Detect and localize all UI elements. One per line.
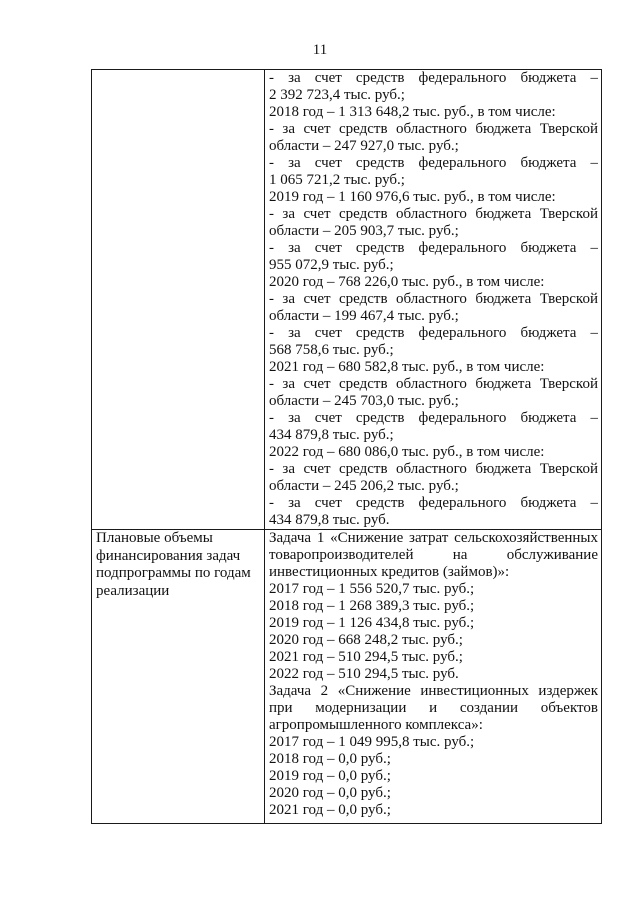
text-line: 2019 год – 0,0 руб.; bbox=[269, 768, 391, 784]
text-line: - за счет средств областного бюджета Тверской bbox=[269, 376, 598, 392]
text-line: 434 879,8 тыс. руб.; bbox=[269, 427, 394, 443]
text-line: 2021 год – 680 582,8 тыс. руб., в том числе: bbox=[269, 359, 545, 375]
text-line: 2017 год – 1 049 995,8 тыс. руб.; bbox=[269, 734, 475, 750]
financing-table bbox=[91, 69, 602, 824]
text-line: области – 205 903,7 тыс. руб.; bbox=[269, 223, 459, 239]
funding-details-cell bbox=[265, 70, 602, 530]
text-line: 2021 год – 0,0 руб.; bbox=[269, 802, 391, 818]
page-number: 11 bbox=[312, 42, 328, 58]
text-line: - за счет средств федерального бюджета – bbox=[269, 155, 598, 171]
text-line: 1 065 721,2 тыс. руб.; bbox=[269, 172, 405, 188]
text-line: Задача 1 «Снижение затрат сельскохозяйственных bbox=[269, 530, 598, 546]
text-line: - за счет средств федерального бюджета – bbox=[269, 70, 598, 86]
text-line: 2017 год – 1 556 520,7 тыс. руб.; bbox=[269, 581, 475, 597]
text-line: 2021 год – 510 294,5 тыс. руб.; bbox=[269, 649, 463, 665]
text-line: - за счет средств федерального бюджета – bbox=[269, 240, 598, 256]
task-funding-cell bbox=[265, 530, 602, 824]
label-line: подпрограммы по годам bbox=[96, 565, 251, 581]
text-line: 2018 год – 1 268 389,3 тыс. руб.; bbox=[269, 598, 475, 614]
text-line: - за счет средств областного бюджета Тверской bbox=[269, 121, 598, 137]
text-line: - за счет средств федерального бюджета – bbox=[269, 410, 598, 426]
text-line: области – 245 703,0 тыс. руб.; bbox=[269, 393, 459, 409]
text-line: 2 392 723,4 тыс. руб.; bbox=[269, 87, 405, 103]
text-line: 2020 год – 0,0 руб.; bbox=[269, 785, 391, 801]
text-line: области – 247 927,0 тыс. руб.; bbox=[269, 138, 459, 154]
label-cell-empty bbox=[92, 70, 265, 530]
text-line: 2020 год – 668 248,2 тыс. руб.; bbox=[269, 632, 463, 648]
label-line: финансирования задач bbox=[96, 547, 241, 564]
text-line: 2022 год – 680 086,0 тыс. руб., в том числе: bbox=[269, 444, 545, 460]
text-line: 568 758,6 тыс. руб.; bbox=[269, 342, 394, 358]
label-line: Плановые объемы bbox=[96, 530, 213, 546]
text-line: - за счет средств федерального бюджета – bbox=[269, 325, 598, 341]
text-line: агропромышленного комплекса»: bbox=[269, 717, 483, 733]
text-line: Задача 2 «Снижение инвестиционных издержек bbox=[269, 683, 598, 699]
text-line: 955 072,9 тыс. руб.; bbox=[269, 257, 394, 273]
text-line: инвестиционных кредитов (займов)»: bbox=[269, 564, 510, 580]
text-line: - за счет средств областного бюджета Тверской bbox=[269, 291, 598, 307]
text-line: - за счет средств областного бюджета Тверской bbox=[269, 461, 598, 477]
table-row bbox=[92, 530, 602, 824]
text-line: - за счет средств федерального бюджета – bbox=[269, 495, 598, 511]
text-line: области – 245 206,2 тыс. руб.; bbox=[269, 478, 459, 494]
text-line: товаропроизводителей на обслуживание bbox=[269, 547, 598, 563]
table-row bbox=[92, 70, 602, 530]
text-line: - за счет средств областного бюджета Тверской bbox=[269, 206, 598, 222]
text-line: 2020 год – 768 226,0 тыс. руб., в том числе: bbox=[269, 274, 545, 290]
label-cell bbox=[92, 530, 265, 824]
text-line: 434 879,8 тыс. руб. bbox=[269, 512, 390, 528]
text-line: при модернизации и создании объектов bbox=[269, 700, 598, 716]
text-line: 2018 год – 1 313 648,2 тыс. руб., в том числе: bbox=[269, 104, 556, 120]
text-line: 2019 год – 1 160 976,6 тыс. руб., в том числе: bbox=[269, 189, 556, 205]
text-line: 2018 год – 0,0 руб.; bbox=[269, 751, 391, 767]
text-line: области – 199 467,4 тыс. руб.; bbox=[269, 308, 459, 324]
label-line: реализации bbox=[96, 582, 170, 599]
text-line: 2019 год – 1 126 434,8 тыс. руб.; bbox=[269, 615, 475, 631]
text-line: 2022 год – 510 294,5 тыс. руб. bbox=[269, 666, 459, 682]
